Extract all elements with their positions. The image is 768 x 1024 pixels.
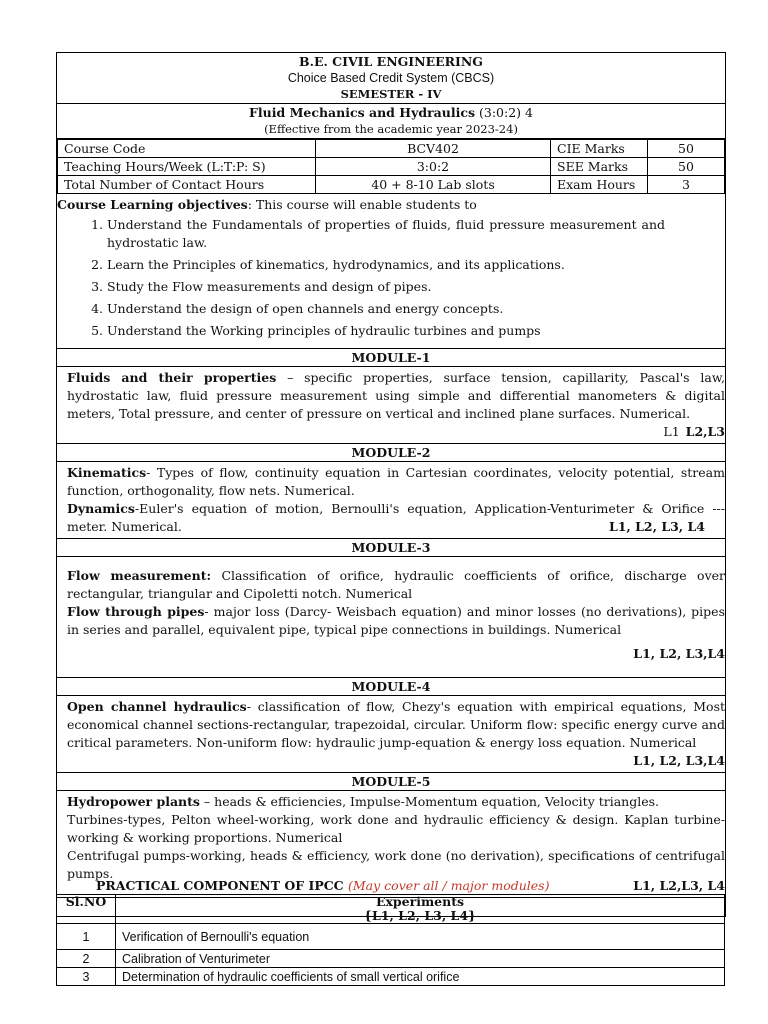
info-value: 40 + 8-10 Lab slots [316, 176, 551, 194]
module-3-desc-b: - major loss (Darcy- Weisbach equation) and minor losses (no derivations), pipes in series and parallel, equivalent pipe, typical pipe connections in buildings. Numerical [67, 604, 725, 637]
experiment-number: 1 [57, 924, 116, 950]
module-1-body [57, 367, 725, 443]
module-1-levels [67, 423, 725, 441]
module-2-desc-a: - Types of flow, continuity equation in Cartesian coordinates, velocity potential, stream function, orthogonality, flow nets. Numerical. [67, 465, 725, 498]
info-row [58, 176, 725, 194]
info-key: Course Code [58, 140, 316, 158]
module-5-levels: L1, L2,L3, L4 [633, 878, 725, 893]
course-credits: (3:0:2) 4 [479, 105, 533, 120]
practical-title [96, 878, 549, 893]
objectives-lead: Course Learning objectives [57, 197, 248, 212]
info-key: Exam Hours [551, 176, 648, 194]
experiments-header [116, 895, 725, 924]
experiment-number: 2 [57, 950, 116, 968]
module-3-body [57, 557, 725, 677]
experiment-name: Determination of hydraulic coefficients of small vertical orifice [116, 968, 725, 986]
module-3-desc-a: Classification of orifice, hydraulic coefficients of orifice, discharge over rectangular, triangular and Cipoletti notch. Numerical [67, 568, 726, 601]
effective-note: (Effective from the academic year 2023-24) [264, 122, 518, 136]
module-1-topic: Fluids and their properties [67, 370, 277, 385]
course-info-table [57, 139, 725, 194]
info-value: 50 [648, 158, 725, 176]
info-value: 3 [648, 176, 725, 194]
program-title: B.E. CIVIL ENGINEERING [299, 54, 483, 69]
module-5-text-a [67, 793, 725, 811]
info-key: Total Number of Contact Hours [58, 176, 316, 194]
module-5-text-b: Turbines-types, Pelton wheel-working, work done and hydraulic efficiency & design. Kaplan turbine-working & working proportions. Numerical [67, 812, 725, 845]
module-2-levels: L1, L2, L3, L4 [608, 519, 705, 534]
experiment-name: Verification of Bernoulli's equation [116, 924, 725, 950]
experiments-table [56, 894, 725, 986]
objective-item: 1. Understand the Fundamentals of properties of fluids, fluid pressure measurement and hydrostatic law. [107, 216, 725, 252]
scheme-title: Choice Based Credit System (CBCS) [287, 71, 495, 85]
experiments-header-levels: {L1, L2, L3, L4} [363, 908, 477, 923]
module-5-topic: Hydropower plants [67, 794, 200, 809]
objectives-intro [57, 196, 725, 214]
practical-heading: PRACTICAL COMPONENT OF IPCC [96, 878, 344, 893]
info-value: 50 [648, 140, 725, 158]
info-value: 3:0:2 [316, 158, 551, 176]
module-2-body [57, 462, 725, 538]
module-3-topic-a: Flow measurement: [67, 568, 212, 583]
objective-item: 4. Understand the design of open channels and energy concepts. [107, 300, 725, 318]
module-3-topic-b: Flow through pipes [67, 604, 205, 619]
objectives-list [57, 216, 725, 340]
module-4-topic: Open channel hydraulics [67, 699, 247, 714]
module-1-heading: MODULE-1 [57, 348, 725, 367]
module-5-heading: MODULE-5 [57, 772, 725, 791]
objective-item: 3. Study the Flow measurements and design of pipes. [107, 278, 725, 296]
module-5-desc-a: – heads & efficiencies, Impulse-Momentum equation, Velocity triangles. [199, 794, 660, 809]
module-3-heading: MODULE-3 [57, 538, 725, 557]
experiment-number: 3 [57, 968, 116, 986]
module-1-level-b: L2,L3 [685, 424, 725, 439]
module-4-heading: MODULE-4 [57, 677, 725, 696]
course-header [57, 104, 725, 139]
experiments-header-row [57, 895, 725, 924]
module-4-text [67, 698, 725, 752]
module-2-topic-a: Kinematics [67, 465, 147, 480]
module-3-levels: L1, L2, L3,L4 [633, 646, 725, 661]
module-1-desc: – specific properties, surface tension, capillarity, Pascal's law, hydrostatic law, fluid pressure measurement using simple and differential manometers & digital meters, Total pressure, and center of pressure on vertical and inclined plane surfaces. Numerical. [67, 370, 726, 421]
module-3-text-b [67, 603, 725, 639]
module-3-text-a [67, 567, 725, 603]
learning-objectives [57, 194, 725, 348]
semester-title: SEMESTER - IV [340, 87, 442, 101]
info-key: Teaching Hours/Week (L:T:P: S) [58, 158, 316, 176]
course-title: Fluid Mechanics and Hydraulics [249, 105, 476, 120]
info-value: BCV402 [316, 140, 551, 158]
info-row [58, 140, 725, 158]
info-key: SEE Marks [551, 158, 648, 176]
objective-item: 2. Learn the Principles of kinematics, hydrodynamics, and its applications. [107, 256, 725, 274]
objective-item: 5. Understand the Working principles of hydraulic turbines and pumps [107, 322, 725, 340]
experiments-header-title: Experiments [375, 894, 465, 909]
module-1-text [67, 369, 725, 423]
experiment-name: Calibration of Venturimeter [116, 950, 725, 968]
syllabus-sheet [56, 52, 726, 917]
sl-no-header: Sl.NO [57, 895, 116, 924]
module-1-level-a: L1 [663, 424, 680, 439]
module-2-topic-b: Dynamics [67, 501, 135, 516]
module-4-levels: L1, L2, L3,L4 [633, 753, 725, 768]
module-4-desc: - classification of flow, Chezy's equation with empirical equations, Most economical channel sections-rectangular, trapezoidal, circular. Uniform flow: specific energy curve and critical parameters. Non-uniform flow: hydraulic jump-equation & energy loss equation. Numerical [67, 699, 726, 750]
experiment-row [57, 950, 725, 968]
module-2-desc-b: -Euler's equation of motion, Bernoulli's equation, Application-Venturimeter & Orifice ---meter. Numerical. [67, 501, 725, 534]
info-row [58, 158, 725, 176]
program-header [57, 53, 725, 104]
experiment-row [57, 924, 725, 950]
module-2-text-a [67, 464, 725, 500]
objectives-intro-text: : This course will enable students to [247, 197, 477, 212]
module-2-heading: MODULE-2 [57, 443, 725, 462]
module-5-text-c: Centrifugal pumps-working, heads & efficiency, work done (no derivation), specifications of centrifugal pumps. [67, 848, 725, 881]
practical-note: (May cover all / major modules) [348, 878, 550, 893]
info-key: CIE Marks [551, 140, 648, 158]
course-title-line [57, 105, 725, 121]
module-4-body [57, 696, 725, 772]
experiment-row [57, 968, 725, 986]
